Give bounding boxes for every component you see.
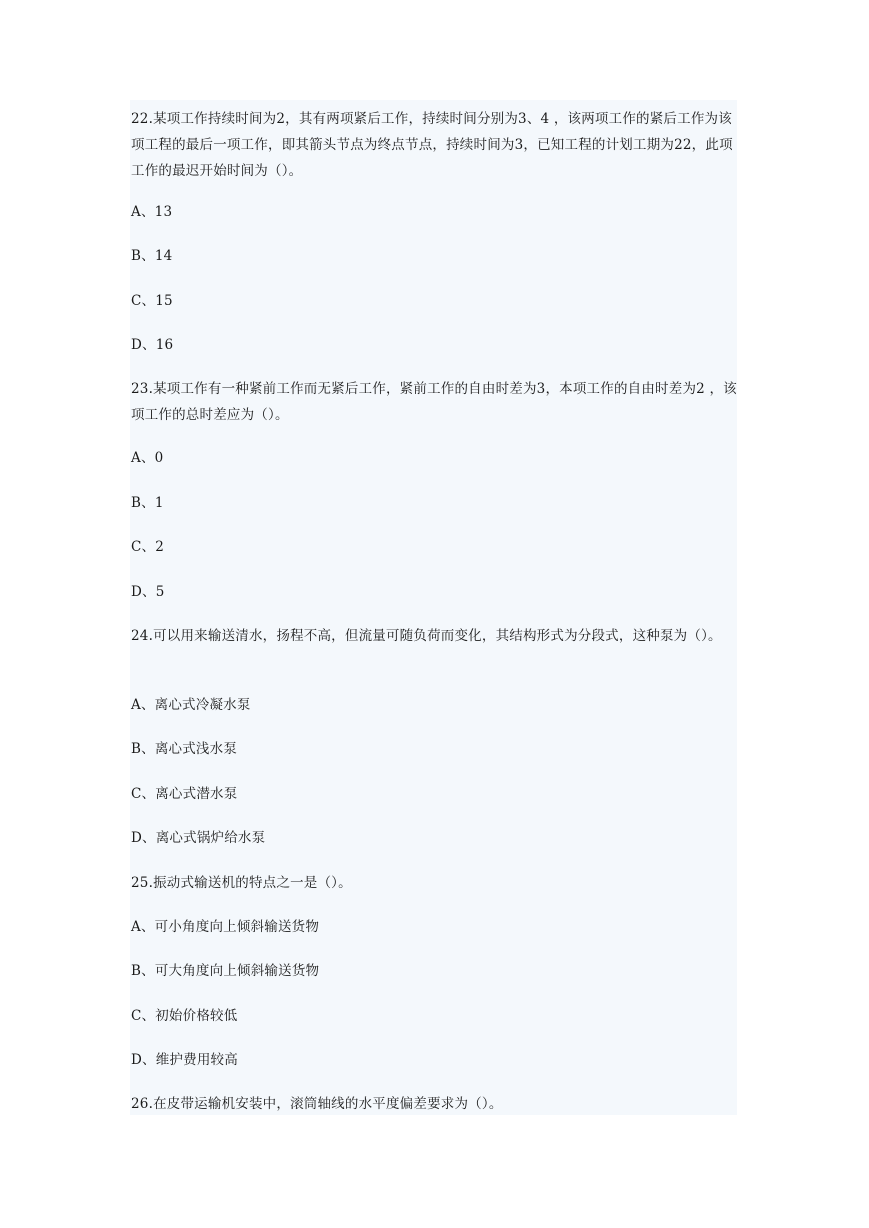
option-24-d: D、离心式锅炉给水泵	[131, 830, 266, 846]
option-23-b: B、1	[131, 495, 164, 511]
option-24-a: A、离心式冷凝水泵	[131, 697, 251, 713]
option-23-d: D、5	[131, 584, 165, 600]
document-body	[130, 100, 737, 1115]
option-25-b: B、可大角度向上倾斜输送货物	[131, 963, 320, 979]
option-22-d: D、16	[131, 337, 174, 353]
option-23-a: A、0	[131, 450, 164, 466]
option-22-c: C、15	[131, 293, 173, 309]
option-22-a: A、13	[131, 204, 173, 220]
option-25-c: C、初始价格较低	[131, 1008, 238, 1024]
option-25-a: A、可小角度向上倾斜输送货物	[131, 919, 320, 935]
option-24-c: C、离心式潜水泵	[131, 786, 238, 802]
option-23-c: C、2	[131, 539, 165, 555]
option-25-d: D、维护费用较高	[131, 1052, 238, 1068]
question-22: 22.某项工作持续时间为2，其有两项紧后工作，持续时间分别为3、4 ，该两项工作的紧后工作为该项工程的最后一项工作，即其箭头节点为终点节点，持续时间为3，已知工程的计划工期为22，此项工作的最迟开始时间为（）。	[131, 111, 733, 179]
question-24: 24.可以用来输送清水，扬程不高，但流量可随负荷而变化，其结构形式为分段式，这种泵为（）。	[131, 628, 722, 644]
question-25: 25.振动式输送机的特点之一是（）。	[131, 875, 352, 891]
option-22-b: B、14	[131, 248, 173, 264]
option-24-b: B、离心式浅水泵	[131, 741, 238, 757]
question-23: 23.某项工作有一种紧前工作而无紧后工作，紧前工作的自由时差为3，本项工作的自由时差为2 ，该项工作的总时差应为（）。	[131, 381, 737, 423]
question-26: 26.在皮带运输机安装中，滚筒轴线的水平度偏差要求为（）。	[131, 1096, 503, 1112]
